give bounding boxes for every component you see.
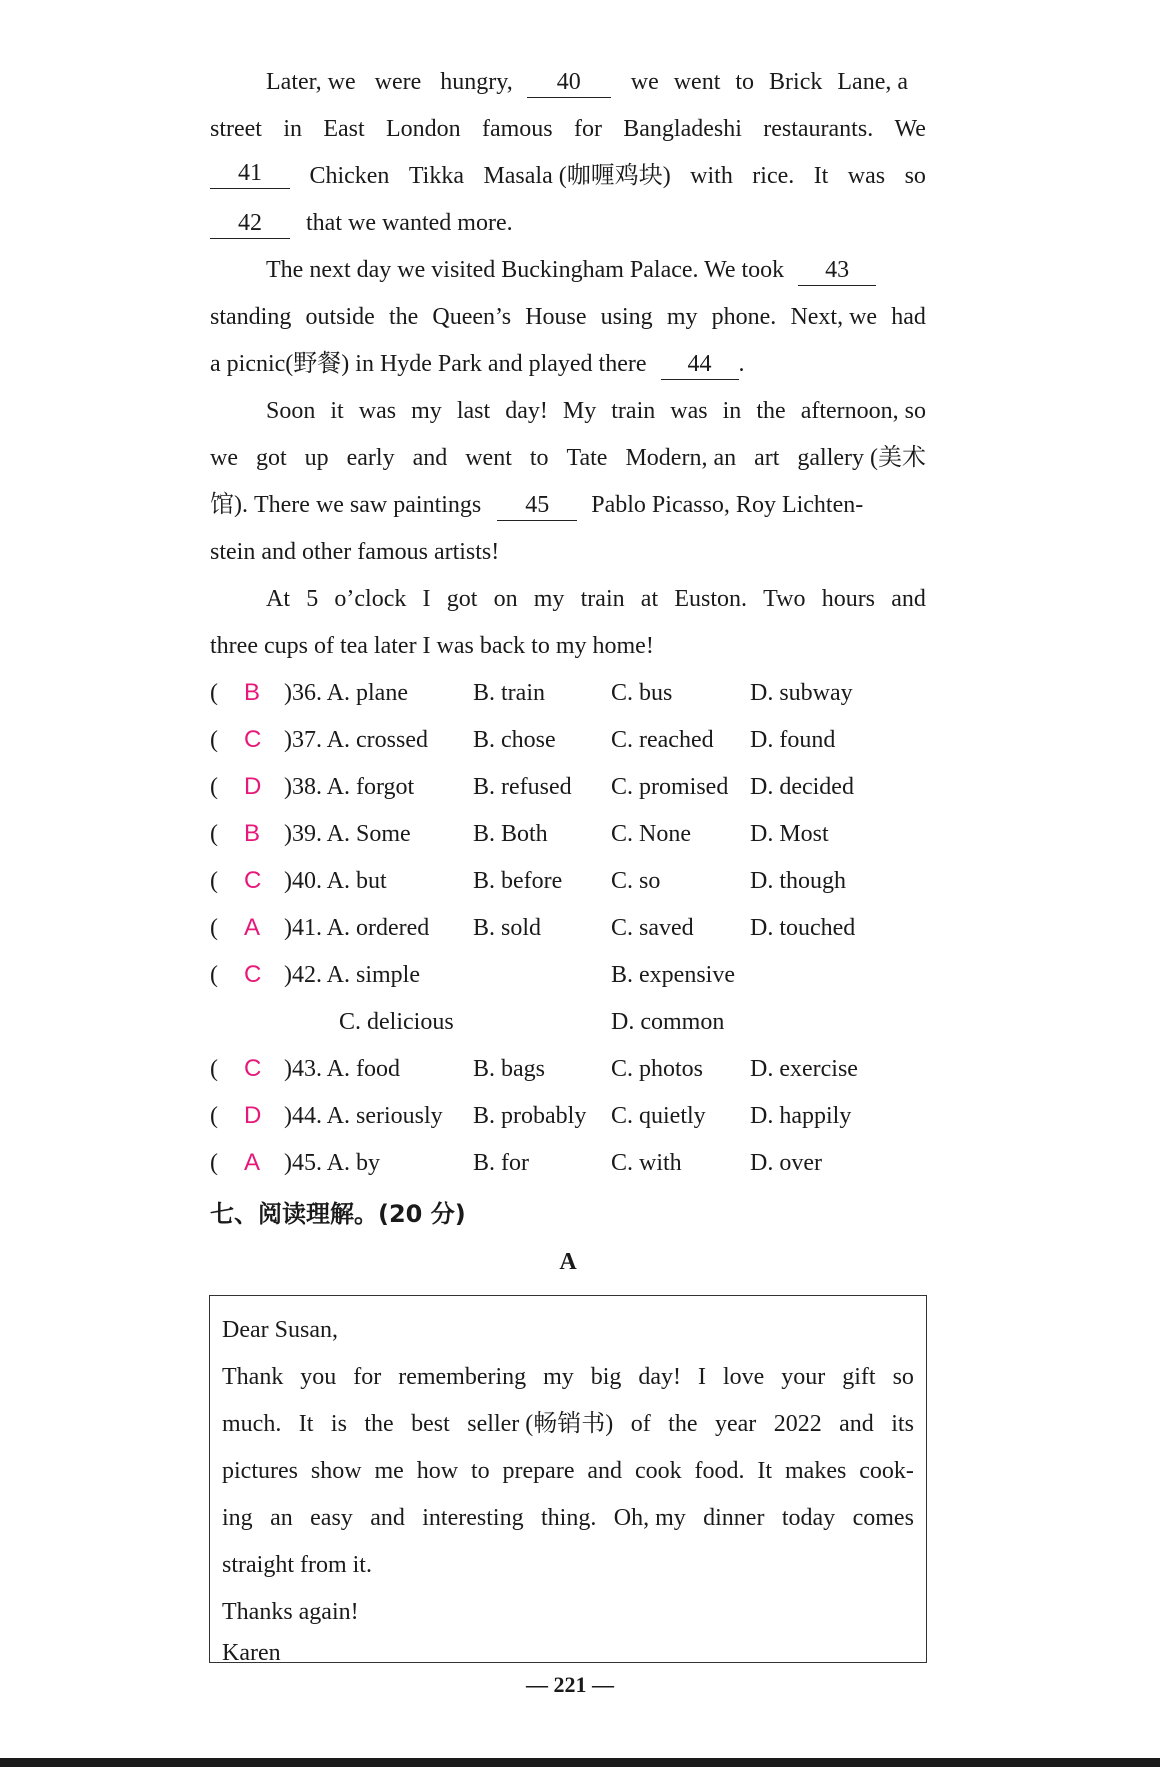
word: in bbox=[283, 116, 302, 142]
word: hours bbox=[821, 586, 876, 612]
question-option-d: D. common bbox=[611, 1009, 725, 1035]
word: easy bbox=[310, 1505, 353, 1531]
question-option-b: B. train bbox=[473, 680, 545, 706]
word: comes bbox=[852, 1505, 914, 1531]
text-segment: 馆). There we saw paintings bbox=[210, 492, 482, 518]
word: Queen’s bbox=[432, 304, 512, 330]
word: 5 bbox=[306, 586, 319, 612]
word: My bbox=[562, 398, 597, 424]
word: Tate bbox=[566, 445, 608, 471]
word: with bbox=[690, 163, 733, 189]
word: got bbox=[255, 445, 287, 471]
word: Oh, my bbox=[613, 1505, 686, 1531]
passage-line bbox=[266, 395, 926, 427]
question-option-d: D. found bbox=[750, 727, 836, 753]
question-option-b: B. sold bbox=[473, 915, 542, 941]
answer-mark: B bbox=[244, 679, 261, 706]
word: It bbox=[298, 1411, 314, 1437]
word: outside bbox=[305, 304, 375, 330]
question-option-b: B. probably bbox=[473, 1103, 587, 1129]
word: London bbox=[385, 116, 461, 142]
blank-42: 42 bbox=[210, 210, 290, 239]
question-option-b: B. for bbox=[473, 1150, 529, 1176]
text-segment: The next day we visited Buckingham Palace. We took bbox=[266, 257, 785, 283]
text-segment: three cups of tea later I was back to my home! bbox=[210, 633, 654, 659]
word: gallery (美术 bbox=[797, 445, 926, 471]
passage-line bbox=[210, 630, 926, 662]
blank-43: 43 bbox=[798, 257, 876, 286]
word: my bbox=[543, 1364, 574, 1390]
scan-edge-bar bbox=[0, 1758, 1160, 1767]
passage-line bbox=[210, 442, 926, 474]
passage-line bbox=[266, 254, 926, 286]
question-option-d: D. over bbox=[750, 1150, 822, 1176]
letter-line bbox=[222, 1361, 914, 1393]
word: my bbox=[533, 586, 565, 612]
question-option-b: B. chose bbox=[473, 727, 556, 753]
text-segment: Pablo Picasso, Roy Lichten- bbox=[591, 492, 864, 518]
word: At bbox=[266, 586, 290, 612]
question-option-a: )40. A. but bbox=[284, 868, 387, 894]
word: for bbox=[573, 116, 602, 142]
question-option-c: C. so bbox=[611, 868, 661, 894]
letter-line bbox=[222, 1408, 914, 1440]
question-option-d: D. touched bbox=[750, 915, 856, 941]
letter-line bbox=[222, 1455, 914, 1487]
word: my bbox=[411, 398, 442, 424]
word: so bbox=[892, 1364, 914, 1390]
word: the bbox=[756, 398, 786, 424]
word: thing. bbox=[540, 1505, 597, 1531]
word: House bbox=[525, 304, 587, 330]
word: had bbox=[891, 304, 926, 330]
text-segment: hungry, bbox=[440, 69, 513, 95]
word: Modern, an bbox=[625, 445, 737, 471]
word: Next, we bbox=[790, 304, 878, 330]
word: train bbox=[580, 586, 625, 612]
passage-line bbox=[210, 301, 926, 333]
word: big bbox=[590, 1364, 622, 1390]
word: cook bbox=[634, 1458, 682, 1484]
paren-open: ( bbox=[210, 774, 218, 800]
question-option-a: )43. A. food bbox=[284, 1056, 400, 1082]
word: train bbox=[611, 398, 656, 424]
question-option-c: C. quietly bbox=[611, 1103, 706, 1129]
word: was bbox=[847, 163, 886, 189]
word: restaurants. bbox=[763, 116, 874, 142]
answer-mark: A bbox=[244, 1149, 261, 1176]
text-segment: we bbox=[630, 69, 659, 95]
text-segment: stein and other famous artists! bbox=[210, 539, 500, 565]
question-option-b: B. Both bbox=[473, 821, 548, 847]
word: standing bbox=[210, 304, 292, 330]
question-option-c: C. promised bbox=[611, 774, 729, 800]
word: using bbox=[600, 304, 653, 330]
question-option-a: )42. A. simple bbox=[284, 962, 420, 988]
answer-mark: D bbox=[244, 773, 262, 800]
word: gift bbox=[842, 1364, 876, 1390]
word: so bbox=[904, 163, 926, 189]
word: me bbox=[374, 1458, 404, 1484]
word: day! bbox=[638, 1364, 682, 1390]
text-segment: to bbox=[735, 69, 755, 95]
word: pictures bbox=[222, 1458, 298, 1484]
word: my bbox=[666, 304, 698, 330]
word: its bbox=[891, 1411, 914, 1437]
text-segment: a picnic(野餐) in Hyde Park and played there bbox=[210, 351, 647, 377]
word: we bbox=[210, 445, 238, 471]
paren-open: ( bbox=[210, 868, 218, 894]
question-option-d: D. happily bbox=[750, 1103, 852, 1129]
word: the bbox=[364, 1411, 394, 1437]
word: it bbox=[330, 398, 344, 424]
text-segment: Lane, a bbox=[837, 69, 908, 95]
word: to bbox=[470, 1458, 490, 1484]
word: cook- bbox=[859, 1458, 914, 1484]
question-option-a: )36. A. plane bbox=[284, 680, 408, 706]
question-option-c: C. None bbox=[611, 821, 691, 847]
answer-mark: C bbox=[244, 1055, 262, 1082]
word: up bbox=[304, 445, 329, 471]
answer-mark: A bbox=[244, 914, 261, 941]
word: how bbox=[416, 1458, 459, 1484]
word: seller (畅销书) bbox=[467, 1411, 614, 1437]
word: got bbox=[446, 586, 478, 612]
word: and bbox=[587, 1458, 623, 1484]
word: Soon bbox=[266, 398, 316, 424]
passage-line bbox=[210, 536, 926, 568]
word: and bbox=[891, 586, 926, 612]
word: Bangladeshi bbox=[623, 116, 742, 142]
word: Two bbox=[763, 586, 806, 612]
word: rice. bbox=[752, 163, 795, 189]
word: art bbox=[754, 445, 780, 471]
letter-signature: Karen bbox=[222, 1640, 281, 1666]
page-number: — 221 — bbox=[526, 1672, 614, 1697]
word: It bbox=[813, 163, 829, 189]
word: and bbox=[839, 1411, 874, 1437]
word: Tikka bbox=[408, 163, 464, 189]
question-option-b: B. expensive bbox=[611, 962, 735, 988]
passage-line bbox=[266, 66, 926, 98]
question-option-d: D. exercise bbox=[750, 1056, 858, 1082]
question-option-a: )44. A. seriously bbox=[284, 1103, 443, 1129]
word: food. bbox=[694, 1458, 745, 1484]
paren-open: ( bbox=[210, 1103, 218, 1129]
text-segment: were bbox=[374, 69, 422, 95]
word: the bbox=[668, 1411, 698, 1437]
word: street bbox=[210, 116, 262, 142]
passage-line bbox=[210, 348, 926, 380]
paren-open: ( bbox=[210, 915, 218, 941]
question-option-d: D. decided bbox=[750, 774, 854, 800]
question-option-a: )45. A. by bbox=[284, 1150, 380, 1176]
word: o’clock bbox=[334, 586, 407, 612]
question-option-c: C. photos bbox=[611, 1056, 704, 1082]
section-title: 七、阅读理解。(20 分) bbox=[210, 1200, 466, 1228]
word: ing bbox=[222, 1505, 253, 1531]
word: makes bbox=[785, 1458, 847, 1484]
word: your bbox=[781, 1364, 826, 1390]
word: best bbox=[411, 1411, 450, 1437]
paren-open: ( bbox=[210, 680, 218, 706]
word: an bbox=[270, 1505, 293, 1531]
text-segment: Brick bbox=[769, 69, 823, 95]
letter-greeting: Dear Susan, bbox=[222, 1317, 338, 1343]
question-option-b: B. refused bbox=[473, 774, 572, 800]
word: Thank bbox=[222, 1364, 284, 1390]
question-option-d: D. subway bbox=[750, 680, 853, 706]
passage-line bbox=[210, 113, 926, 145]
passage-line bbox=[266, 583, 926, 615]
blank-41: 41 bbox=[210, 160, 290, 189]
letter-box bbox=[209, 1295, 927, 1666]
word: at bbox=[640, 586, 659, 612]
word: Euston. bbox=[674, 586, 747, 612]
word: love bbox=[723, 1364, 765, 1390]
text-segment: that we wanted more. bbox=[306, 210, 513, 236]
word: much. bbox=[222, 1411, 282, 1437]
word: dinner bbox=[703, 1505, 765, 1531]
question-option-d: D. though bbox=[750, 868, 846, 894]
word: I bbox=[422, 586, 431, 612]
word: interesting bbox=[422, 1505, 524, 1531]
word: early bbox=[346, 445, 395, 471]
word: was bbox=[358, 398, 397, 424]
passage-line bbox=[210, 489, 926, 521]
word: went bbox=[465, 445, 512, 471]
paren-open: ( bbox=[210, 821, 218, 847]
paren-open: ( bbox=[210, 1056, 218, 1082]
letter-thanks: Thanks again! bbox=[222, 1599, 359, 1625]
question-option-d: D. Most bbox=[750, 821, 829, 847]
word: for bbox=[353, 1364, 382, 1390]
question-option-c: C. reached bbox=[611, 727, 714, 753]
question-option-a: )37. A. crossed bbox=[284, 727, 428, 753]
word: East bbox=[323, 116, 365, 142]
word: afternoon, so bbox=[800, 398, 926, 424]
answer-mark: C bbox=[244, 867, 262, 894]
word: the bbox=[388, 304, 419, 330]
word: famous bbox=[481, 116, 553, 142]
word: of bbox=[630, 1411, 651, 1437]
word: and bbox=[370, 1505, 405, 1531]
answer-mark: D bbox=[244, 1102, 262, 1129]
blank-45: 45 bbox=[497, 492, 577, 521]
question-option-a: )39. A. Some bbox=[284, 821, 411, 847]
paren-open: ( bbox=[210, 1150, 218, 1176]
word: I bbox=[698, 1364, 707, 1390]
word: was bbox=[670, 398, 708, 424]
word: you bbox=[300, 1364, 337, 1390]
word: to bbox=[529, 445, 549, 471]
word: on bbox=[493, 586, 518, 612]
word: show bbox=[310, 1458, 362, 1484]
word: Chicken bbox=[309, 163, 390, 189]
text-segment: . bbox=[738, 351, 745, 377]
letter-line: straight from it. bbox=[222, 1552, 372, 1578]
word: It bbox=[757, 1458, 773, 1484]
word: today bbox=[781, 1505, 836, 1531]
text-segment: went bbox=[673, 69, 721, 95]
word: phone. bbox=[711, 304, 777, 330]
question-option-b: B. before bbox=[473, 868, 563, 894]
question-option-c: C. saved bbox=[611, 915, 694, 941]
blank-44: 44 bbox=[661, 351, 739, 380]
question-option-b: B. bags bbox=[473, 1056, 545, 1082]
paren-open: ( bbox=[210, 962, 218, 988]
question-option-c: C. with bbox=[611, 1150, 682, 1176]
letter-line bbox=[222, 1502, 914, 1534]
paren-open: ( bbox=[210, 727, 218, 753]
word: 2022 bbox=[773, 1411, 822, 1437]
question-option-c: C. delicious bbox=[339, 1009, 454, 1035]
word: last bbox=[456, 398, 491, 424]
word: in bbox=[722, 398, 742, 424]
word: prepare bbox=[502, 1458, 575, 1484]
question-option-a: )38. A. forgot bbox=[284, 774, 415, 800]
word: year bbox=[714, 1411, 757, 1437]
word: is bbox=[330, 1411, 347, 1437]
passage-line bbox=[210, 207, 926, 239]
section-subtitle: A bbox=[559, 1249, 577, 1275]
word: day! bbox=[505, 398, 548, 424]
text-segment: Later, we bbox=[266, 69, 356, 95]
word: We bbox=[894, 116, 926, 142]
question-option-a: )41. A. ordered bbox=[284, 915, 430, 941]
word: remembering bbox=[398, 1364, 527, 1390]
word: and bbox=[412, 445, 448, 471]
answer-mark: C bbox=[244, 726, 262, 753]
answer-mark: B bbox=[244, 820, 261, 847]
passage-line bbox=[210, 160, 926, 192]
word: Masala (咖喱鸡块) bbox=[483, 163, 671, 189]
blank-40: 40 bbox=[527, 69, 611, 98]
question-option-c: C. bus bbox=[611, 680, 673, 706]
answer-mark: C bbox=[244, 961, 262, 988]
